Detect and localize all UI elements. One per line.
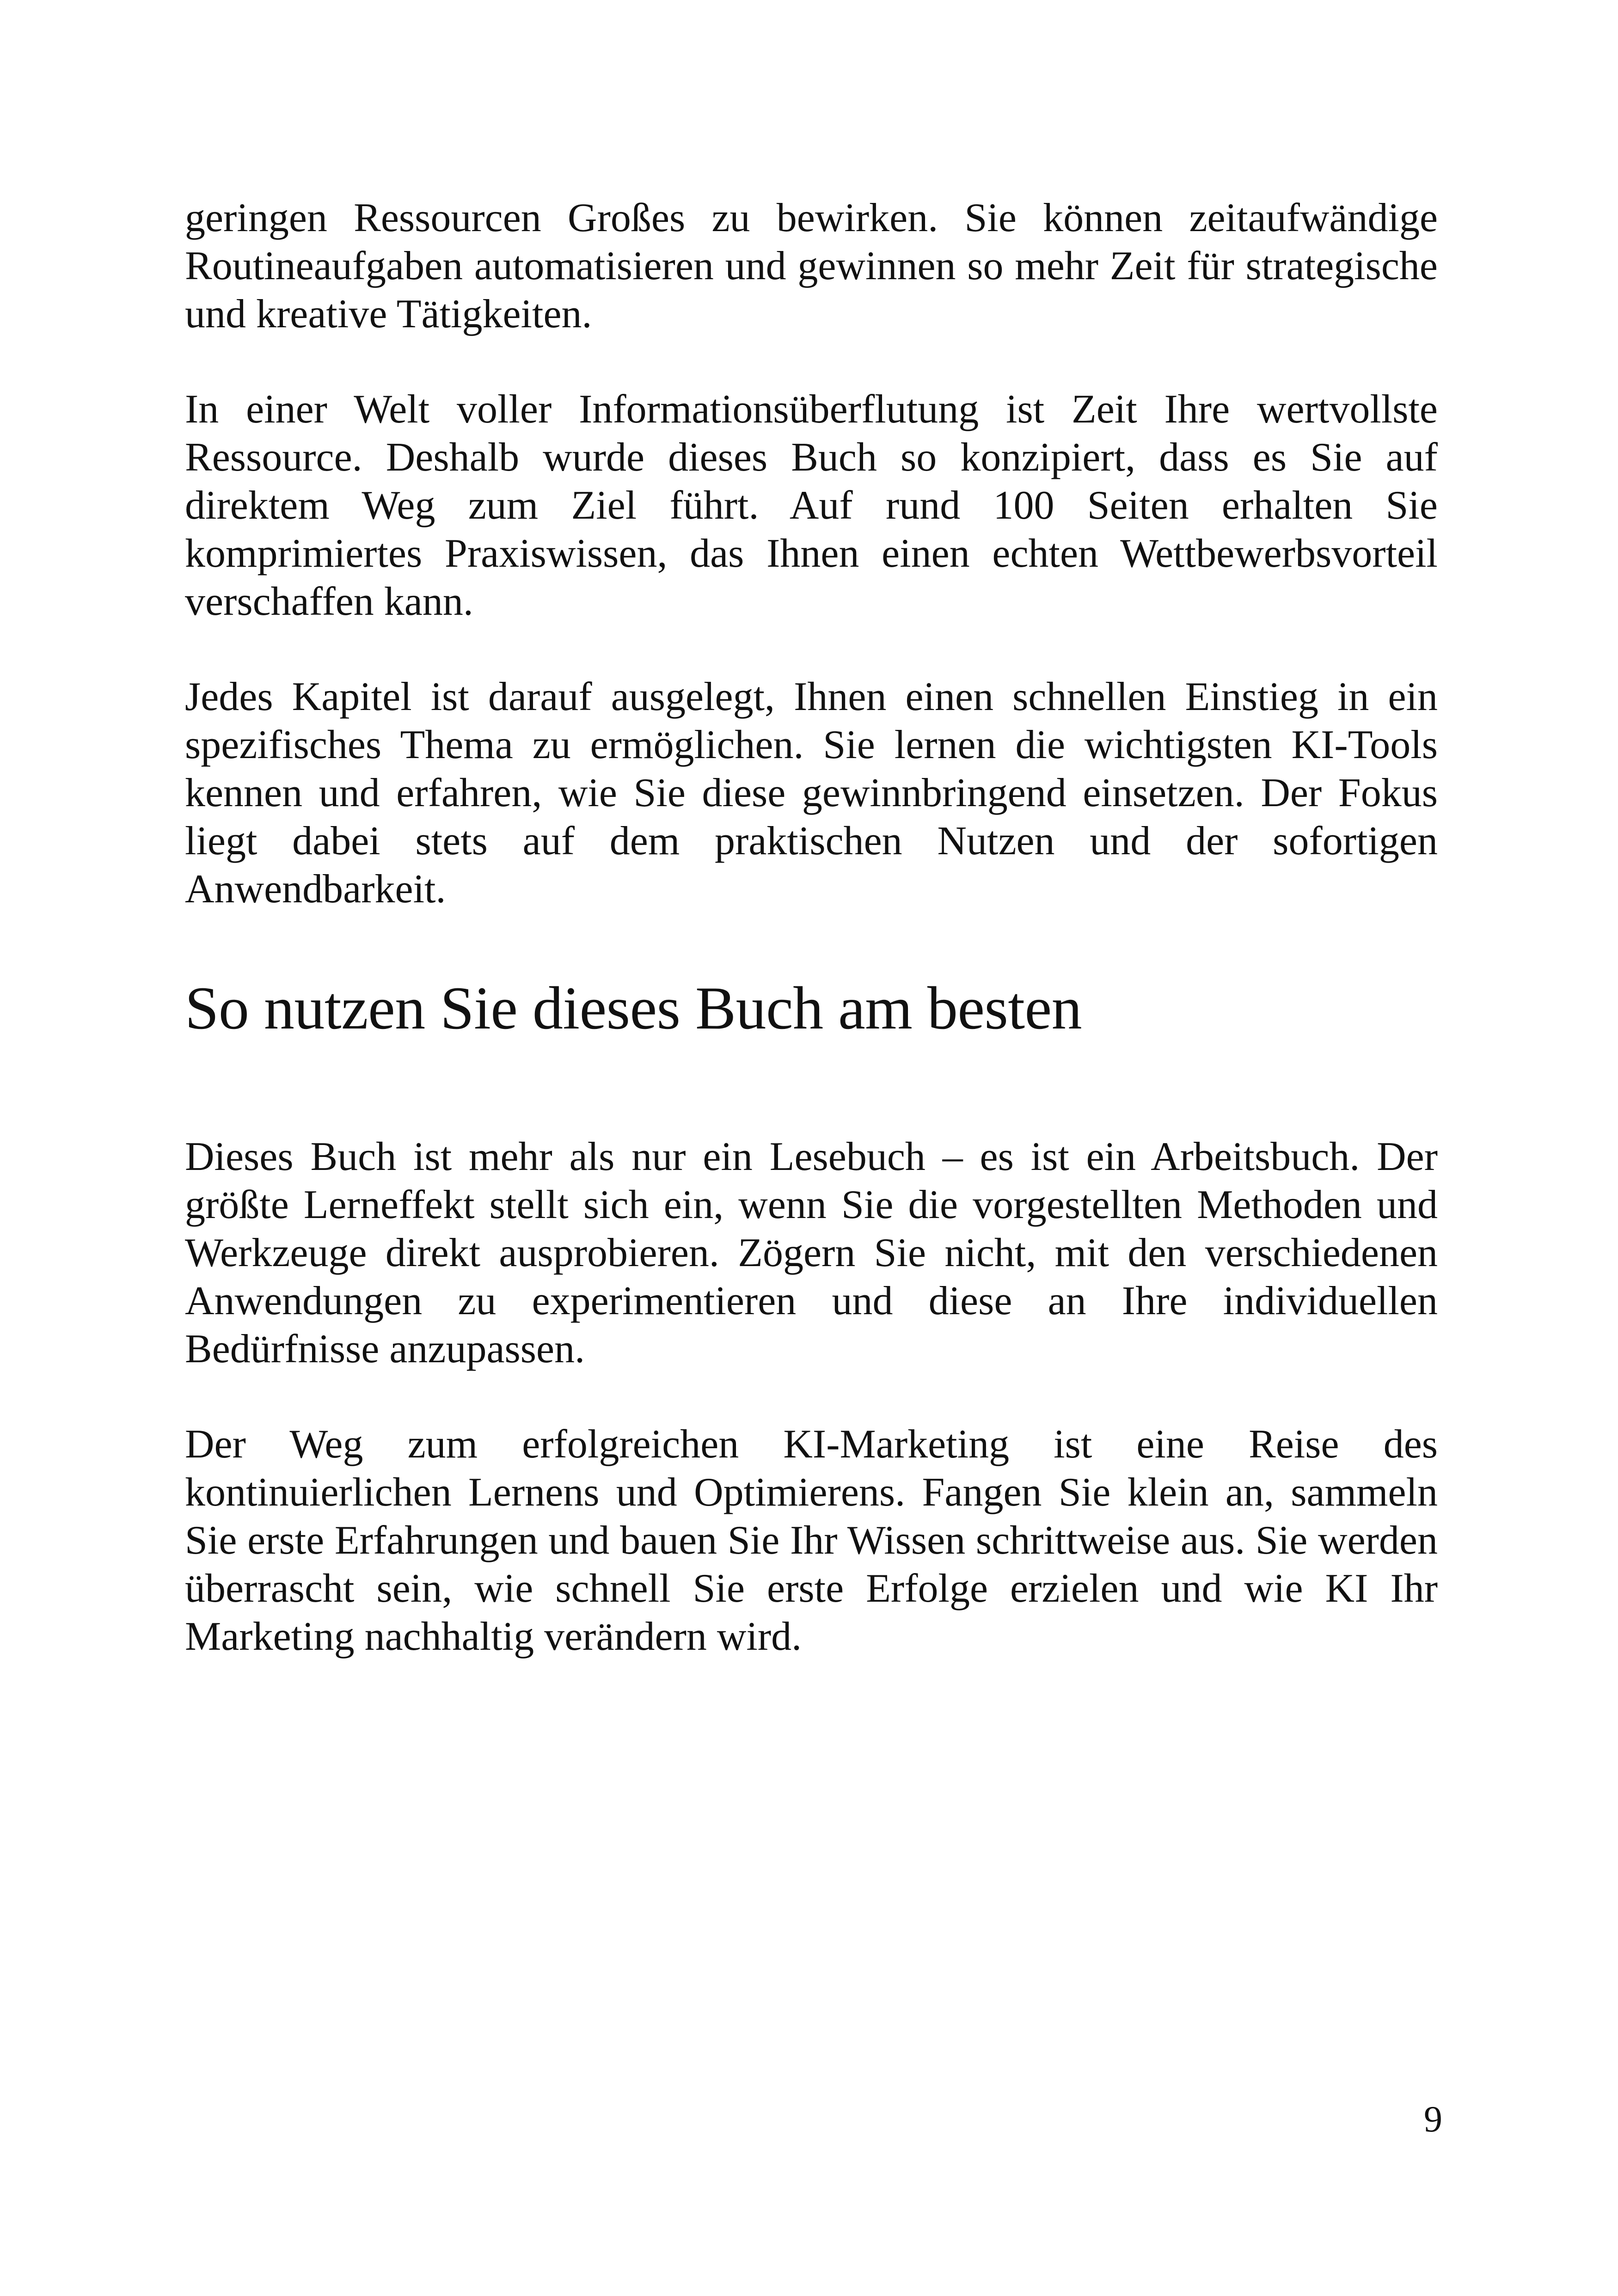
page-number: 9 bbox=[1424, 2099, 1442, 2140]
page-body bbox=[185, 194, 1438, 1661]
body-paragraph-2: In einer Welt voller Informationsüberflutung ist Zeit Ihre wertvollste Ressource. Deshalb wurde dieses Buch so konzipiert, dass es Sie auf direktem Weg zum Ziel führt. Auf rund 100 Seiten erhalten Sie komprimiertes Praxiswissen, das Ihnen einen echten Wettbewerbsvorteil verschaffen kann. bbox=[185, 387, 1438, 624]
body-paragraph-3: Jedes Kapitel ist darauf ausgelegt, Ihnen einen schnellen Einstieg in ein spezifisches Thema zu ermöglichen. Sie lernen die wichtigsten KI-Tools kennen und erfahren, wie Sie diese gewinnbringend einsetzen. Der Fokus liegt dabei stets auf dem praktischen Nutzen und der sofortigen Anwendbarkeit. bbox=[185, 674, 1438, 912]
body-paragraph-4: Dieses Buch ist mehr als nur ein Lesebuch – es ist ein Arbeitsbuch. Der größte Lerneffekt stellt sich ein, wenn Sie die vorgestellten Methoden und Werkzeuge direkt ausprobieren. Zögern Sie nicht, mit den verschiedenen Anwendungen zu experimentieren und diese an Ihre individuellen Bedürfnisse anzupassen. bbox=[185, 1134, 1438, 1371]
body-paragraph-5: Der Weg zum erfolgreichen KI-Marketing ist eine Reise des kontinuierlichen Lernens und Optimierens. Fangen Sie klein an, sammeln Sie erste Erfahrungen und bauen Sie Ihr Wissen schrittweise aus. Sie werden überrascht sein, wie schnell Sie erste Erfolge erzielen und wie KI Ihr Marketing nachhaltig verändern wird. bbox=[185, 1422, 1438, 1659]
body-paragraph-1: geringen Ressourcen Großes zu bewirken. Sie können zeitaufwändige Routineaufgaben automatisieren und gewinnen so mehr Zeit für strategische und kreative Tätigkeiten. bbox=[185, 196, 1438, 337]
section-heading: So nutzen Sie dieses Buch am besten bbox=[185, 974, 1082, 1042]
